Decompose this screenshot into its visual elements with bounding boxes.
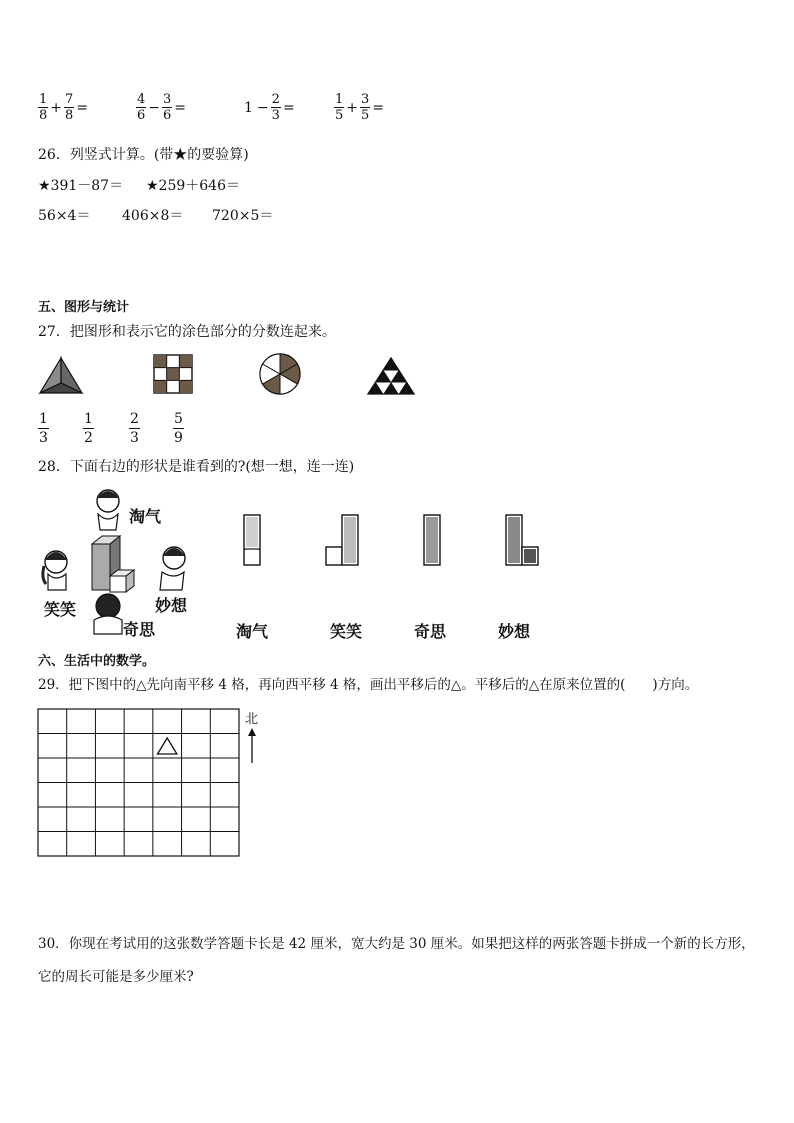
question-30-line-1: 30．你现在考试用的这张数学答题卡长是 42 厘米，宽大约是 30 厘米。如果把这样的两张答题卡拼成一个新的长方形，	[38, 936, 755, 952]
label-taoqi: 淘气	[129, 507, 162, 526]
fraction: $\frac{4}{6}$	[137, 92, 146, 123]
name-taoqi: 淘气	[236, 622, 269, 641]
fraction: $\frac{3}{5}$	[361, 92, 370, 123]
fraction: $\frac{3}{6}$	[163, 92, 172, 123]
north-label: 北	[245, 712, 259, 727]
label-miaoxiang: 妙想	[155, 596, 188, 615]
section-5-title: 五、图形与统计	[38, 300, 130, 315]
fraction-option: $\frac{2}{3}$	[130, 411, 139, 446]
question-29-title: 29．把下图中的△先向南平移 4 格，再向西平移 4 格，画出平移后的△。平移后的△在原来位置的( )方向。	[38, 677, 699, 693]
calc-item: ★391－87＝	[38, 178, 124, 194]
fraction-option: $\frac{1}{3}$	[39, 411, 48, 446]
section-6-title: 六、生活中的数学。	[38, 654, 156, 669]
circle-shape	[258, 352, 302, 396]
label-qisi: 奇思	[123, 620, 156, 639]
north-arrow-icon	[247, 728, 257, 764]
fraction-option: $\frac{1}{2}$	[84, 411, 93, 446]
fraction-expression-4: $\frac{1}{5}$ + $\frac{3}{5}$ =	[335, 92, 385, 123]
fraction: $\frac{1}{5}$	[335, 92, 344, 123]
question-30-line-2: 它的周长可能是多少厘米?	[38, 969, 194, 985]
fraction-expression-1: $\frac{1}{8}$ + $\frac{7}{8}$ =	[39, 92, 89, 123]
view-shape-3	[423, 514, 443, 566]
view-shape-2	[325, 514, 361, 566]
view-shape-1	[243, 514, 263, 566]
name-miaoxiang: 妙想	[498, 622, 531, 641]
grid-square-shape	[153, 354, 193, 394]
fraction: $\frac{7}{8}$	[65, 92, 74, 123]
view-shape-4	[505, 514, 541, 566]
translation-grid	[37, 708, 242, 860]
triangle-shape	[38, 356, 84, 396]
name-xiaoxiao: 笑笑	[330, 622, 363, 641]
name-qisi: 奇思	[414, 622, 447, 641]
label-xiaoxiao: 笑笑	[44, 600, 77, 619]
calc-item: 406×8＝	[122, 208, 184, 224]
calc-item: 56×4＝	[38, 208, 91, 224]
fraction: $\frac{2}{3}$	[271, 92, 280, 123]
fraction-expression-2: $\frac{4}{6}$ − $\frac{3}{6}$ =	[137, 92, 187, 123]
fraction: $\frac{1}{8}$	[39, 92, 48, 123]
triangle-grid-shape	[366, 356, 416, 396]
fraction-option: $\frac{5}{9}$	[174, 411, 183, 446]
question-27-title: 27．把图形和表示它的涂色部分的分数连起来。	[38, 324, 336, 340]
question-26-title: 26．列竖式计算。(带★的要验算)	[38, 147, 249, 163]
calc-item: 720×5＝	[212, 208, 274, 224]
fraction-expression-3: 1 − $\frac{2}{3}$ =	[244, 92, 295, 123]
calc-item: ★259＋646＝	[146, 178, 240, 194]
question-28-title: 28．下面右边的形状是谁看到的?(想一想，连一连)	[38, 459, 355, 475]
